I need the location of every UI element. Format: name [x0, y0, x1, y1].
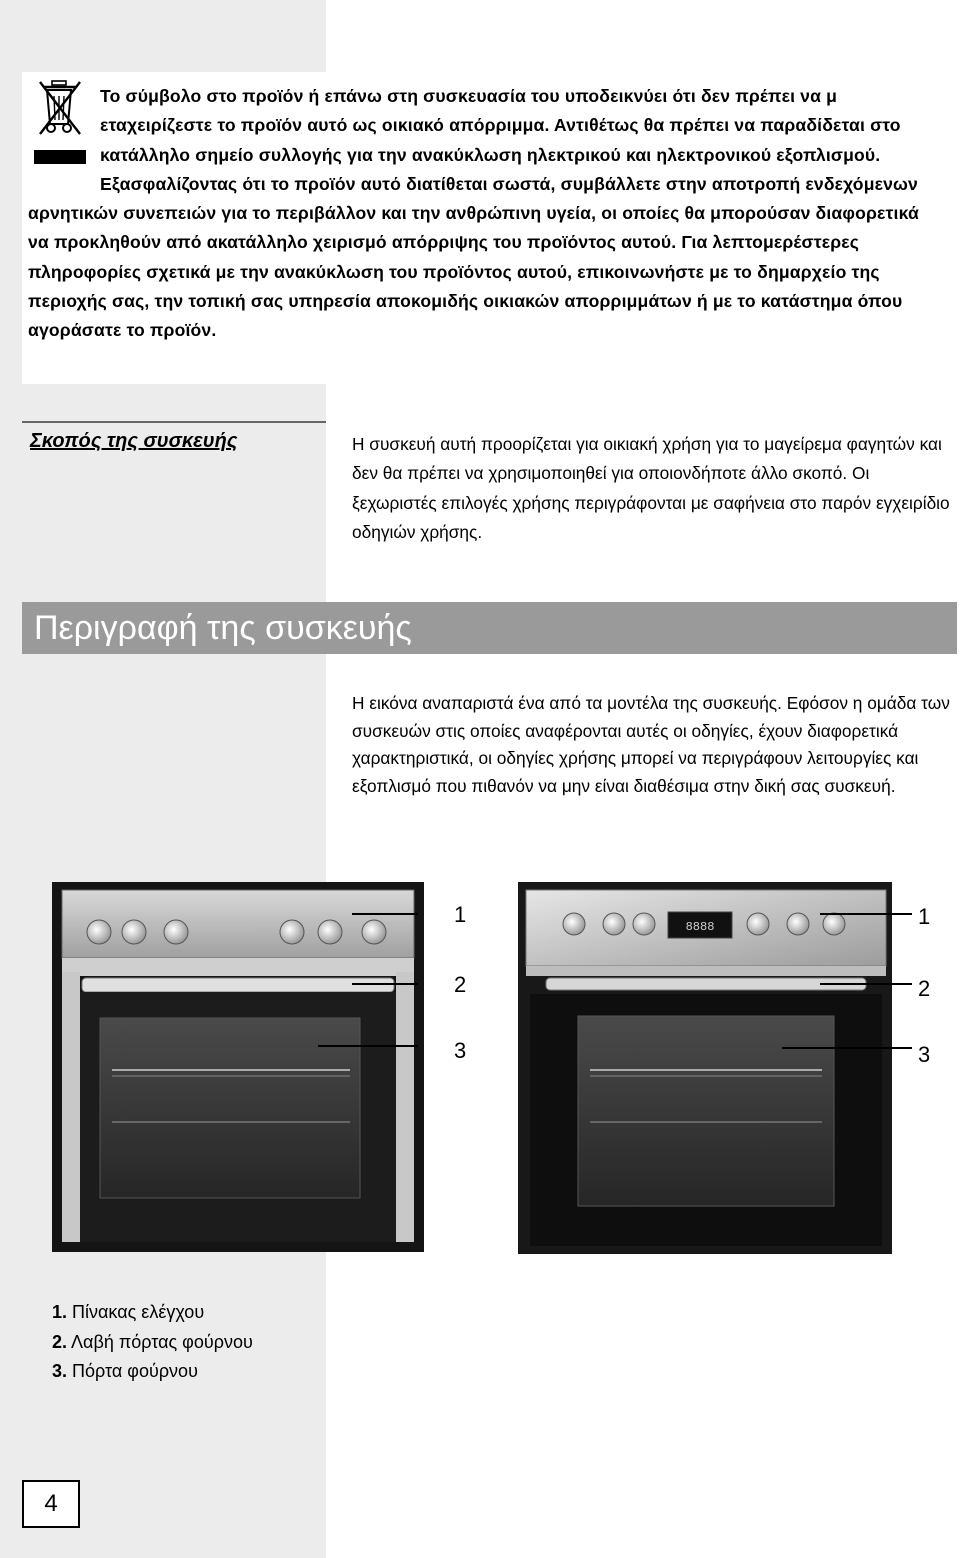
- door-handle-left: [82, 978, 394, 992]
- callout-2-left: 2: [454, 972, 467, 997]
- legend-item: 2. Λαβή πόρτας φούρνου: [52, 1331, 253, 1352]
- weee-notice-text: Το σύμβολο στο προϊόν ή επάνω στη συσκευασία του υποδεικνύει ότι δεν πρέπει να μ εταχειρίζεστε το προϊόν αυτό ως οικιακό απόρριμμα. Αντιθέτως θα πρέπει να παραδίδεται στο κατάλληλο σημείο συλλογής για την ανακύκλωση ηλεκτρικού και ηλεκτρονικού εξοπλισμού. Εξασφαλίζοντας ότι το προϊόν αυτό διατίθεται σωστά, συμβάλλετε στην αποτροπή ενδεχόμενων αρνητικών συνεπειών για το περιβάλλον και την ανθρώπινη υγεία, οι οποίες θα μπορούσαν διαφορετικά να προκληθούν από ακατάλληλο χειρισμό απόρριψης του προϊόντος αυτού. Για λεπτομερέστερες πληροφορίες σχετικά με την ανακύκλωση του προϊόντος αυτού, επικοινωνήστε με το δημαρχείο της περιοχής σας, την τοπική σας υπηρεσία αποκομιδής οικιακών απορριμμάτων ή με το κατάστημα όπου αγοράσατε το προϊόν.: [28, 86, 919, 341]
- purpose-text: Η συσκευή αυτή προορίζεται για οικιακή χρήση για το μαγείρεμα φαγητών και δεν θα πρέπει να χρησιμοποιηθεί για οποιονδήποτε άλλο σκοπό. Οι ξεχωριστές επιλογές χρήσης περιγράφονται με σαφήνεια στο παρόν εγχειρίδιο οδηγιών χρήσης.: [352, 434, 950, 542]
- description-heading: Περιγραφή της συσκευής: [34, 609, 412, 647]
- description-text: Η εικόνα αναπαριστά ένα από τα μοντέλα της συσκευής. Εφόσον η ομάδα των συσκευών στις οποίες αναφέρονται αυτές οι οδηγίες, έχουν διαφορετικά χαρακτηριστικά, οι οδηγίες χρήσης μπορεί να περιγράφουν λειτουργίες και εξοπλισμό που πιθανόν να μην είναι διαθέσιμα στην δική σας συσκευή.: [352, 693, 950, 796]
- legend-item: 1. Πίνακας ελέγχου: [52, 1302, 205, 1322]
- oven-window-right: [578, 1016, 834, 1206]
- oven-right: [518, 882, 892, 1254]
- callout-1-left: 1: [454, 902, 467, 927]
- purpose-heading: Σκοπός της συσκευής: [30, 430, 238, 452]
- parts-legend: [52, 1298, 253, 1387]
- page-number: 4: [22, 1480, 80, 1528]
- description-heading-band: [22, 602, 957, 654]
- callout-3-left: 3: [454, 1038, 467, 1063]
- timer-display-readout: 8888: [685, 920, 715, 934]
- door-handle-right: [546, 978, 866, 990]
- callout-1-right: 1: [918, 904, 931, 929]
- legend-item: 3. Πόρτα φούρνου: [52, 1361, 198, 1382]
- oven-illustration: [0, 860, 960, 1260]
- callout-2-right: 2: [918, 976, 931, 1001]
- section-divider: [22, 421, 326, 423]
- callout-3-right: 3: [918, 1042, 931, 1067]
- oven-left: [52, 882, 424, 1252]
